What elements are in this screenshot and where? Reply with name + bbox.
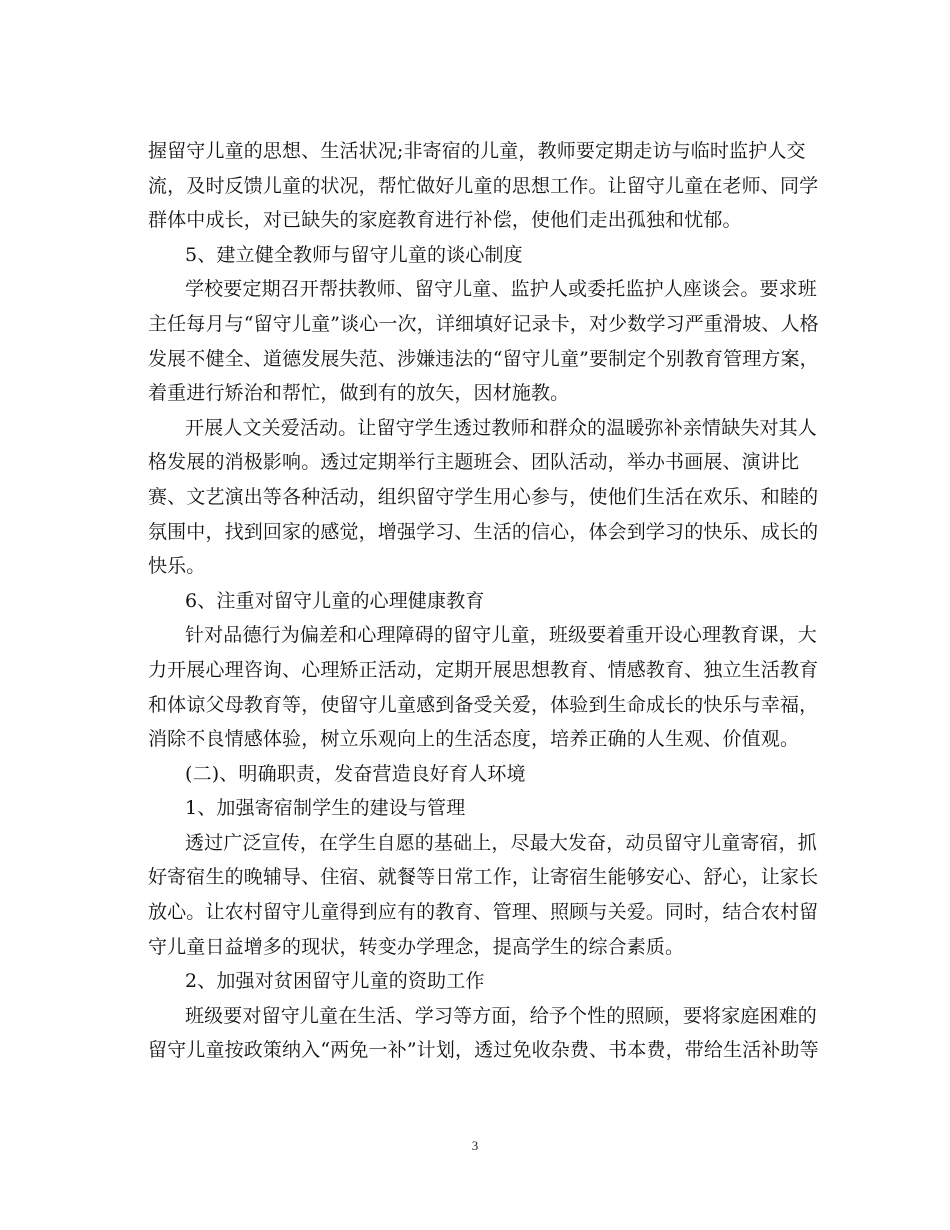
text-line: 格发展的消极影响。透过定期举行主题班会、团队活动，举办书画展、演讲比 bbox=[148, 451, 800, 474]
text-line: 力开展心理咨询、心理矫正活动，定期开展思想教育、情感教育、独立生活教育 bbox=[148, 658, 819, 681]
text-line: 主任每月与“留守儿童”谈心一次，详细填好记录卡，对少数学习严重滑坡、人格 bbox=[148, 312, 819, 335]
text-line: 留守儿童按政策纳入“两免一补”计划，透过免收杂费、书本费，带给生活补助等 bbox=[148, 1039, 819, 1062]
text-line: 学校要定期召开帮扶教师、留守儿童、监护人或委托监护人座谈会。要求班 bbox=[185, 278, 817, 301]
text-line: 赛、文艺演出等各种活动，组织留守学生用心参与，使他们生活在欢乐、和睦的 bbox=[148, 485, 819, 508]
text-line: 发展不健全、道德发展失范、涉嫌违法的“留守儿童”要制定个别教育管理方案， bbox=[148, 347, 819, 370]
text-line: 快乐。 bbox=[148, 555, 206, 578]
text-line: 5、建立健全教师与留守儿童的谈心制度 bbox=[185, 243, 523, 266]
document-body bbox=[148, 134, 819, 1068]
page-number: 3 bbox=[471, 1138, 479, 1153]
text-line: 针对品德行为偏差和心理障碍的留守儿童，班级要着重开设心理教育课，大 bbox=[185, 624, 817, 647]
text-line: 握留守儿童的思想、生活状况;非寄宿的儿童，教师要定期走访与临时监护人交 bbox=[148, 140, 806, 162]
text-line: (二)、明确职责，发奋营造良好育人环境 bbox=[185, 762, 526, 785]
text-line: 2、加强对贫困留守儿童的资助工作 bbox=[185, 970, 485, 993]
text-line: 消除不良情感体验，树立乐观向上的生活态度，培养正确的人生观、价值观。 bbox=[148, 728, 800, 751]
text-line: 守儿童日益增多的现状，转变办学理念，提高学生的综合素质。 bbox=[148, 935, 685, 958]
text-line: 6、注重对留守儿童的心理健康教育 bbox=[185, 589, 485, 612]
text-line: 好寄宿生的晚辅导、住宿、就餐等日常工作，让寄宿生能够安心、舒心，让家长 bbox=[148, 866, 819, 889]
text-line: 班级要对留守儿童在生活、学习等方面，给予个性的照顾，要将家庭困难的 bbox=[185, 1004, 817, 1027]
text-line: 1、加强寄宿制学生的建设与管理 bbox=[185, 797, 466, 820]
text-line: 和体谅父母教育等，使留守儿童感到备受关爱，体验到生命成长的快乐与幸福， bbox=[148, 693, 819, 716]
text-line: 开展人文关爱活动。让留守学生透过教师和群众的温暖弥补亲情缺失对其人 bbox=[185, 416, 817, 439]
text-line: 群体中成长，对已缺失的家庭教育进行补偿，使他们走出孤独和忧郁。 bbox=[148, 209, 742, 232]
text-line: 放心。让农村留守儿童得到应有的教育、管理、照顾与关爱。同时，结合农村留 bbox=[148, 901, 819, 924]
text-line: 透过广泛宣传，在学生自愿的基础上，尽最大发奋，动员留守儿童寄宿，抓 bbox=[185, 831, 817, 854]
text-line: 氛围中，找到回家的感觉，增强学习、生活的信心，体会到学习的快乐、成长的 bbox=[148, 520, 819, 543]
text-line: 着重进行矫治和帮忙，做到有的放矢，因材施教。 bbox=[148, 382, 570, 405]
text-line: 流，及时反馈儿童的状况，帮忙做好儿童的思想工作。让留守儿童在老师、同学 bbox=[148, 174, 819, 197]
